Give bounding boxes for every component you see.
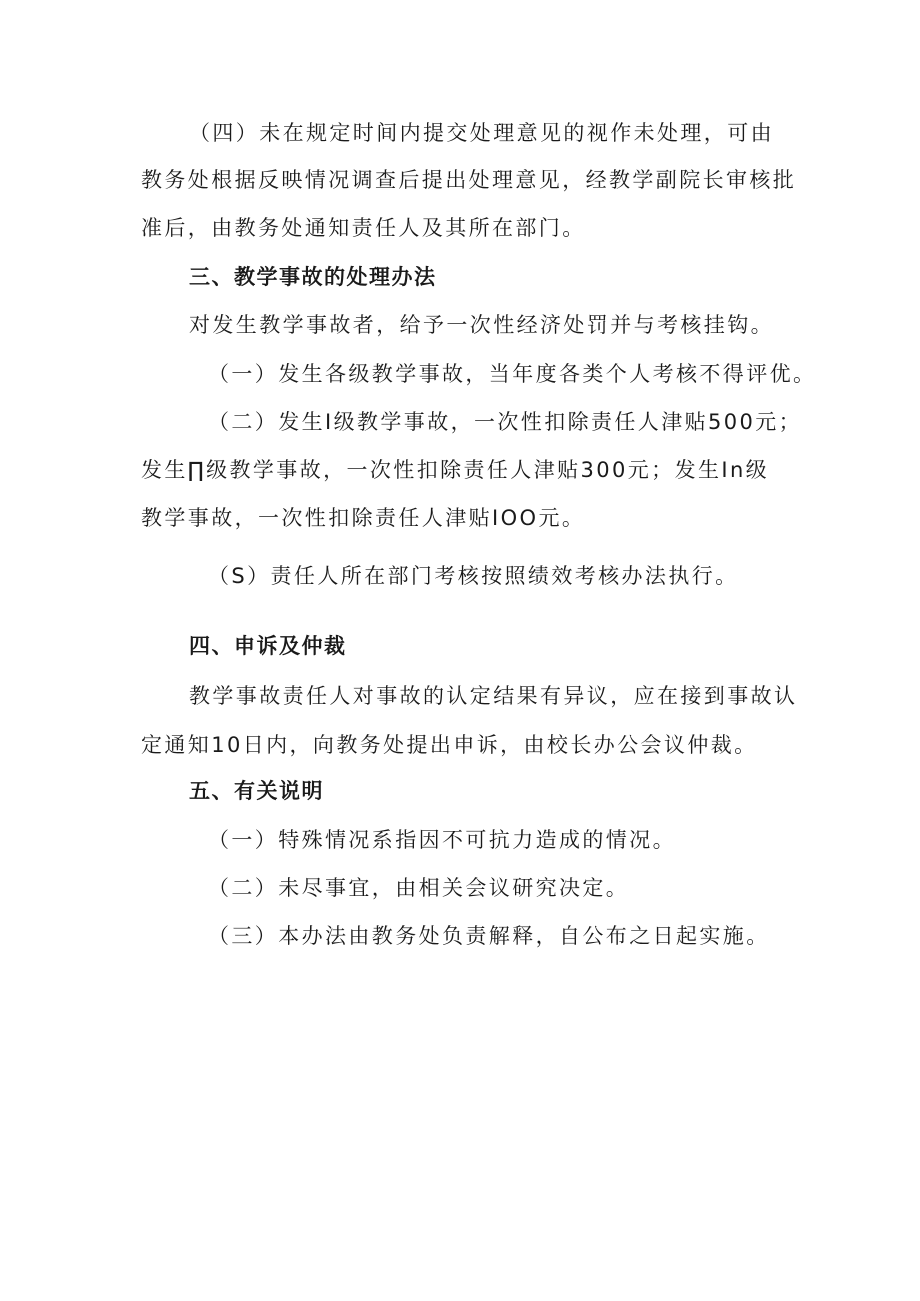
paragraph-4-line-3: 准后，由教务处通知责任人及其所在部门。 [141, 216, 586, 240]
section-heading-3: 三、教学事故的处理办法 [189, 265, 437, 289]
note-item-3: （三）本办法由教务处负责解释，自公布之日起实施。 [208, 924, 770, 948]
paragraph-4-line-2: 教务处根据反映情况调查后提出处理意见，经教学副院长审核批 [141, 168, 797, 192]
appeal-line-1: 教学事故责任人对事故的认定结果有异议，应在接到事故认 [189, 684, 798, 708]
penalty-item-1: （一）发生各级教学事故，当年度各类个人考核不得评优。 [208, 362, 817, 386]
note-item-2: （二）未尽事宜，由相关会议研究决定。 [208, 876, 630, 900]
note-item-1: （一）特殊情况系指因不可抗力造成的情况。 [208, 828, 676, 852]
penalty-item-3: （S）责任人所在部门考核按照绩效考核办法执行。 [208, 564, 739, 588]
section-heading-5: 五、有关说明 [189, 779, 324, 803]
paragraph-4-line-1: （四）未在规定时间内提交处理意见的视作未处理，可由 [189, 121, 774, 145]
penalty-item-2-line-1: （二）发生Ⅰ级教学事故，一次性扣除责任人津贴500元； [208, 410, 803, 434]
penalty-item-2-line-3: 教学事故，一次性扣除责任人津贴IOO元。 [141, 506, 586, 530]
appeal-line-2: 定通知10日内，向教务处提出申诉，由校长办公会议仲裁。 [141, 733, 758, 757]
section-heading-4: 四、申诉及仲裁 [189, 634, 347, 658]
penalty-intro: 对发生教学事故者，给予一次性经济处罚并与考核挂钩。 [189, 313, 774, 337]
penalty-item-2-line-2: 发生∏级教学事故，一次性扣除责任人津贴300元；发生In级 [141, 458, 770, 482]
